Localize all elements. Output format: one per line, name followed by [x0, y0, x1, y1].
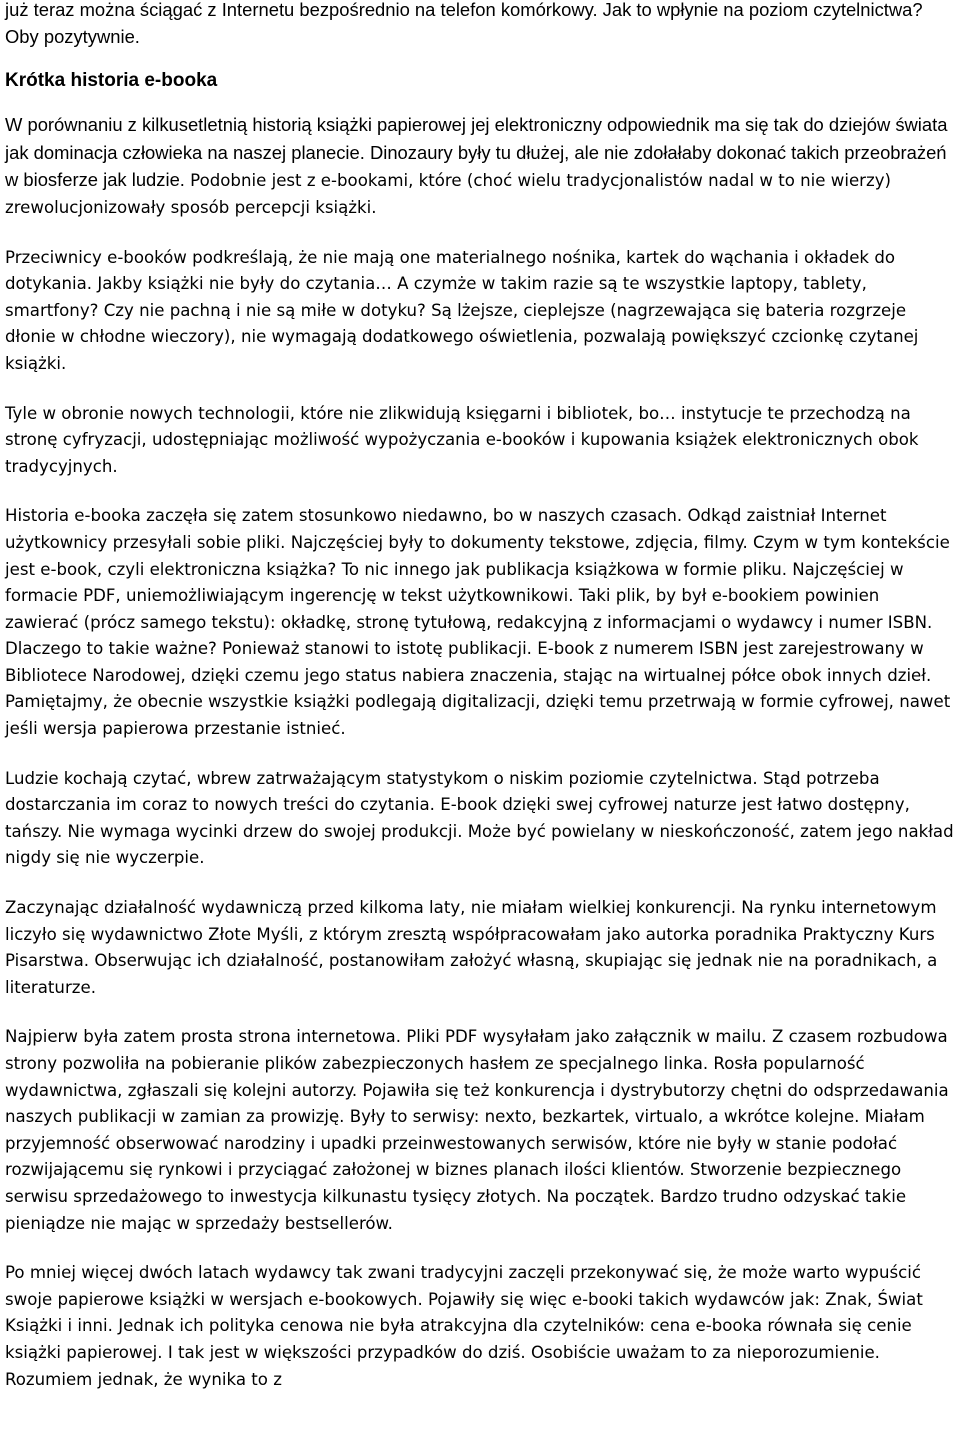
section-heading: Krótka historia e-booka: [5, 70, 218, 92]
paragraph-opponents: Przeciwnicy e-booków podkreślają, że nie mają one materialnego nośnika, kartek do wąchania i okładek do dotykania. Jakby książki nie były do czytania… A czymże w takim razie są te wszystkie laptopy, tablety, smartfony? Czy nie pachną i nie są miłe w dotyku? Są lżejsze, cieplejsze (nagrzewająca się bateria rozgrzeje dłonie w chłodne wieczory), nie wymagają dodatkowego oświetlenia, pozwalają powiększyć czcionkę czytanej książki.: [5, 247, 919, 373]
paragraph-ebook-story: Historia e-booka zaczęła się zatem stosunkowo niedawno, bo w naszych czasach. Odkąd zaistniał Internet użytkownicy przesyłali sobie pliki. Najczęściej były to dokumenty tekstowe, zdjęcia, filmy. Czym w tym kontekście jest e-book, czyli elektroniczna książka? To nic innego jak publikacja książkowa w formie pliku. Najczęściej w formacie PDF, uniemożliwiającym ingerencję w tekst użytkownikowi. Taki plik, by był e-bookiem powinien zawierać (prócz samego tekstu): okładkę, stronę tytułową, redakcyjną z informacjami o wydawcy i numer ISBN. Dlaczego to takie ważne? Ponieważ stanowi to istotę publikacji. E-book z numerem ISBN jest zarejestrowany w Bibliotece Narodowej, dzięki czemu jego status nabiera znaczenia, stając na wirtualnej półce obok innych dzieł. Pamiętajmy, że obecnie wszystkie książki podlegają digitalizacji, dzięki temu przetrwają w formie cyfrowej, nawet jeśli wersja papierowa przestanie istnieć.: [5, 506, 951, 739]
paragraph-people-love-reading: Ludzie kochają czytać, wbrew zatrważającym statystykom o niskim poziomie czytelnictwa. Stąd potrzeba dostarczania im coraz to nowych treści do czytania. E-book dzięki swej cyfrowej naturze jest łatwo dostępny, tańszy. Nie wymaga wycinki drzew do swojej produkcji. Może być powielany w nieskończoność, zatem jego nakład nigdy się nie wyczerpie.: [5, 768, 954, 868]
paragraph-defense: Tyle w obronie nowych technologii, które nie zlikwidują księgarni i bibliotek, bo… instytucje te przechodzą na stronę cyfryzacji, udostępniając możliwość wypożyczania e-booków i kupowania książek elektronicznych obok tradycyjnych.: [5, 403, 919, 476]
paragraph-publishing-start: Zaczynając działalność wydawniczą przed kilkoma laty, nie miałam wielkiej konkurencji. Na rynku internetowym liczyło się wydawnictwo Złote Myśli, z którym zresztą współpracowałam jako autorka poradnika Praktyczny Kurs Pisarstwa. Obserwując ich działalność, postanowiłam założyć własną, skupiając się jednak nie na poradnikach, a literaturze.: [5, 898, 938, 997]
paragraph-history-part-2: Dinozaury były tu dłużej, ale nie zdołałaby dokonać takich przeobrażeń w biosferze jak ludzie.: [5, 141, 947, 191]
paragraph-history-part-1: W porównaniu z kilkusetletnią historią książki papierowej jej elektroniczny odpowiednik ma się tak do dziejów świata jak dominacja człowieka na naszej planecie.: [5, 114, 948, 163]
intro-paragraph: już teraz można ściągać z Internetu bezpośrednio na telefon komórkowy. Jak to wpłynie na poziom czytelnictwa? Oby pozytywnie.: [5, 0, 923, 47]
paragraph-history-part-3: Podobnie jest z e-bookami, które (choć wielu tradycjonalistów nadal w to nie wierzy) zrewolucjonizowały sposób percepcji książki.: [5, 171, 891, 217]
paragraph-first-website: Najpierw była zatem prosta strona internetowa. Pliki PDF wysyłałam jako załącznik w mailu. Z czasem rozbudowa strony pozwoliła na pobieranie plików zabezpieczonych hasłem ze specjalnego linka. Rosła popularność wydawnictwa, zgłaszali się kolejni autorzy. Pojawiła się też konkurencja i dystrybutorzy chętni do odsprzedawania naszych publikacji w zamian za prowizję. Były to serwisy: nexto, bezkartek, virtualo, a wkrótce kolejne. Miałam przyjemność obserwować narodziny i upadki przeinwestowanych serwisów, które nie były w stanie podołać rozwijającemu się rynkowi i przyciągać założonej w biznes planach ilości klientów. Stworzenie bezpiecznego serwisu sprzedażowego to inwestycja kilkunastu tysięcy złotych. Na początek. Bardzo trudno odzyskać takie pieniądze nie mając w sprzedaży bestsellerów.: [5, 1027, 949, 1233]
paragraph-history: [5, 112, 956, 221]
paragraph-traditional-publishers: Po mniej więcej dwóch latach wydawcy tak zwani tradycyjni zaczęli przekonywać się, że może warto wypuścić swoje papierowe książki w wersjach e-bookowych. Pojawiły się więc e-booki takich wydawców jak: Znak, Świat Książki i inni. Jednak ich polityka cenowa nie była atrakcyjna dla czytelników: cena e-booka równała się cenie książki papierowej. I tak jest w większości przypadków do dziś. Osobiście uważam to za nieporozumienie. Rozumiem jednak, że wynika to z: [5, 1263, 923, 1389]
